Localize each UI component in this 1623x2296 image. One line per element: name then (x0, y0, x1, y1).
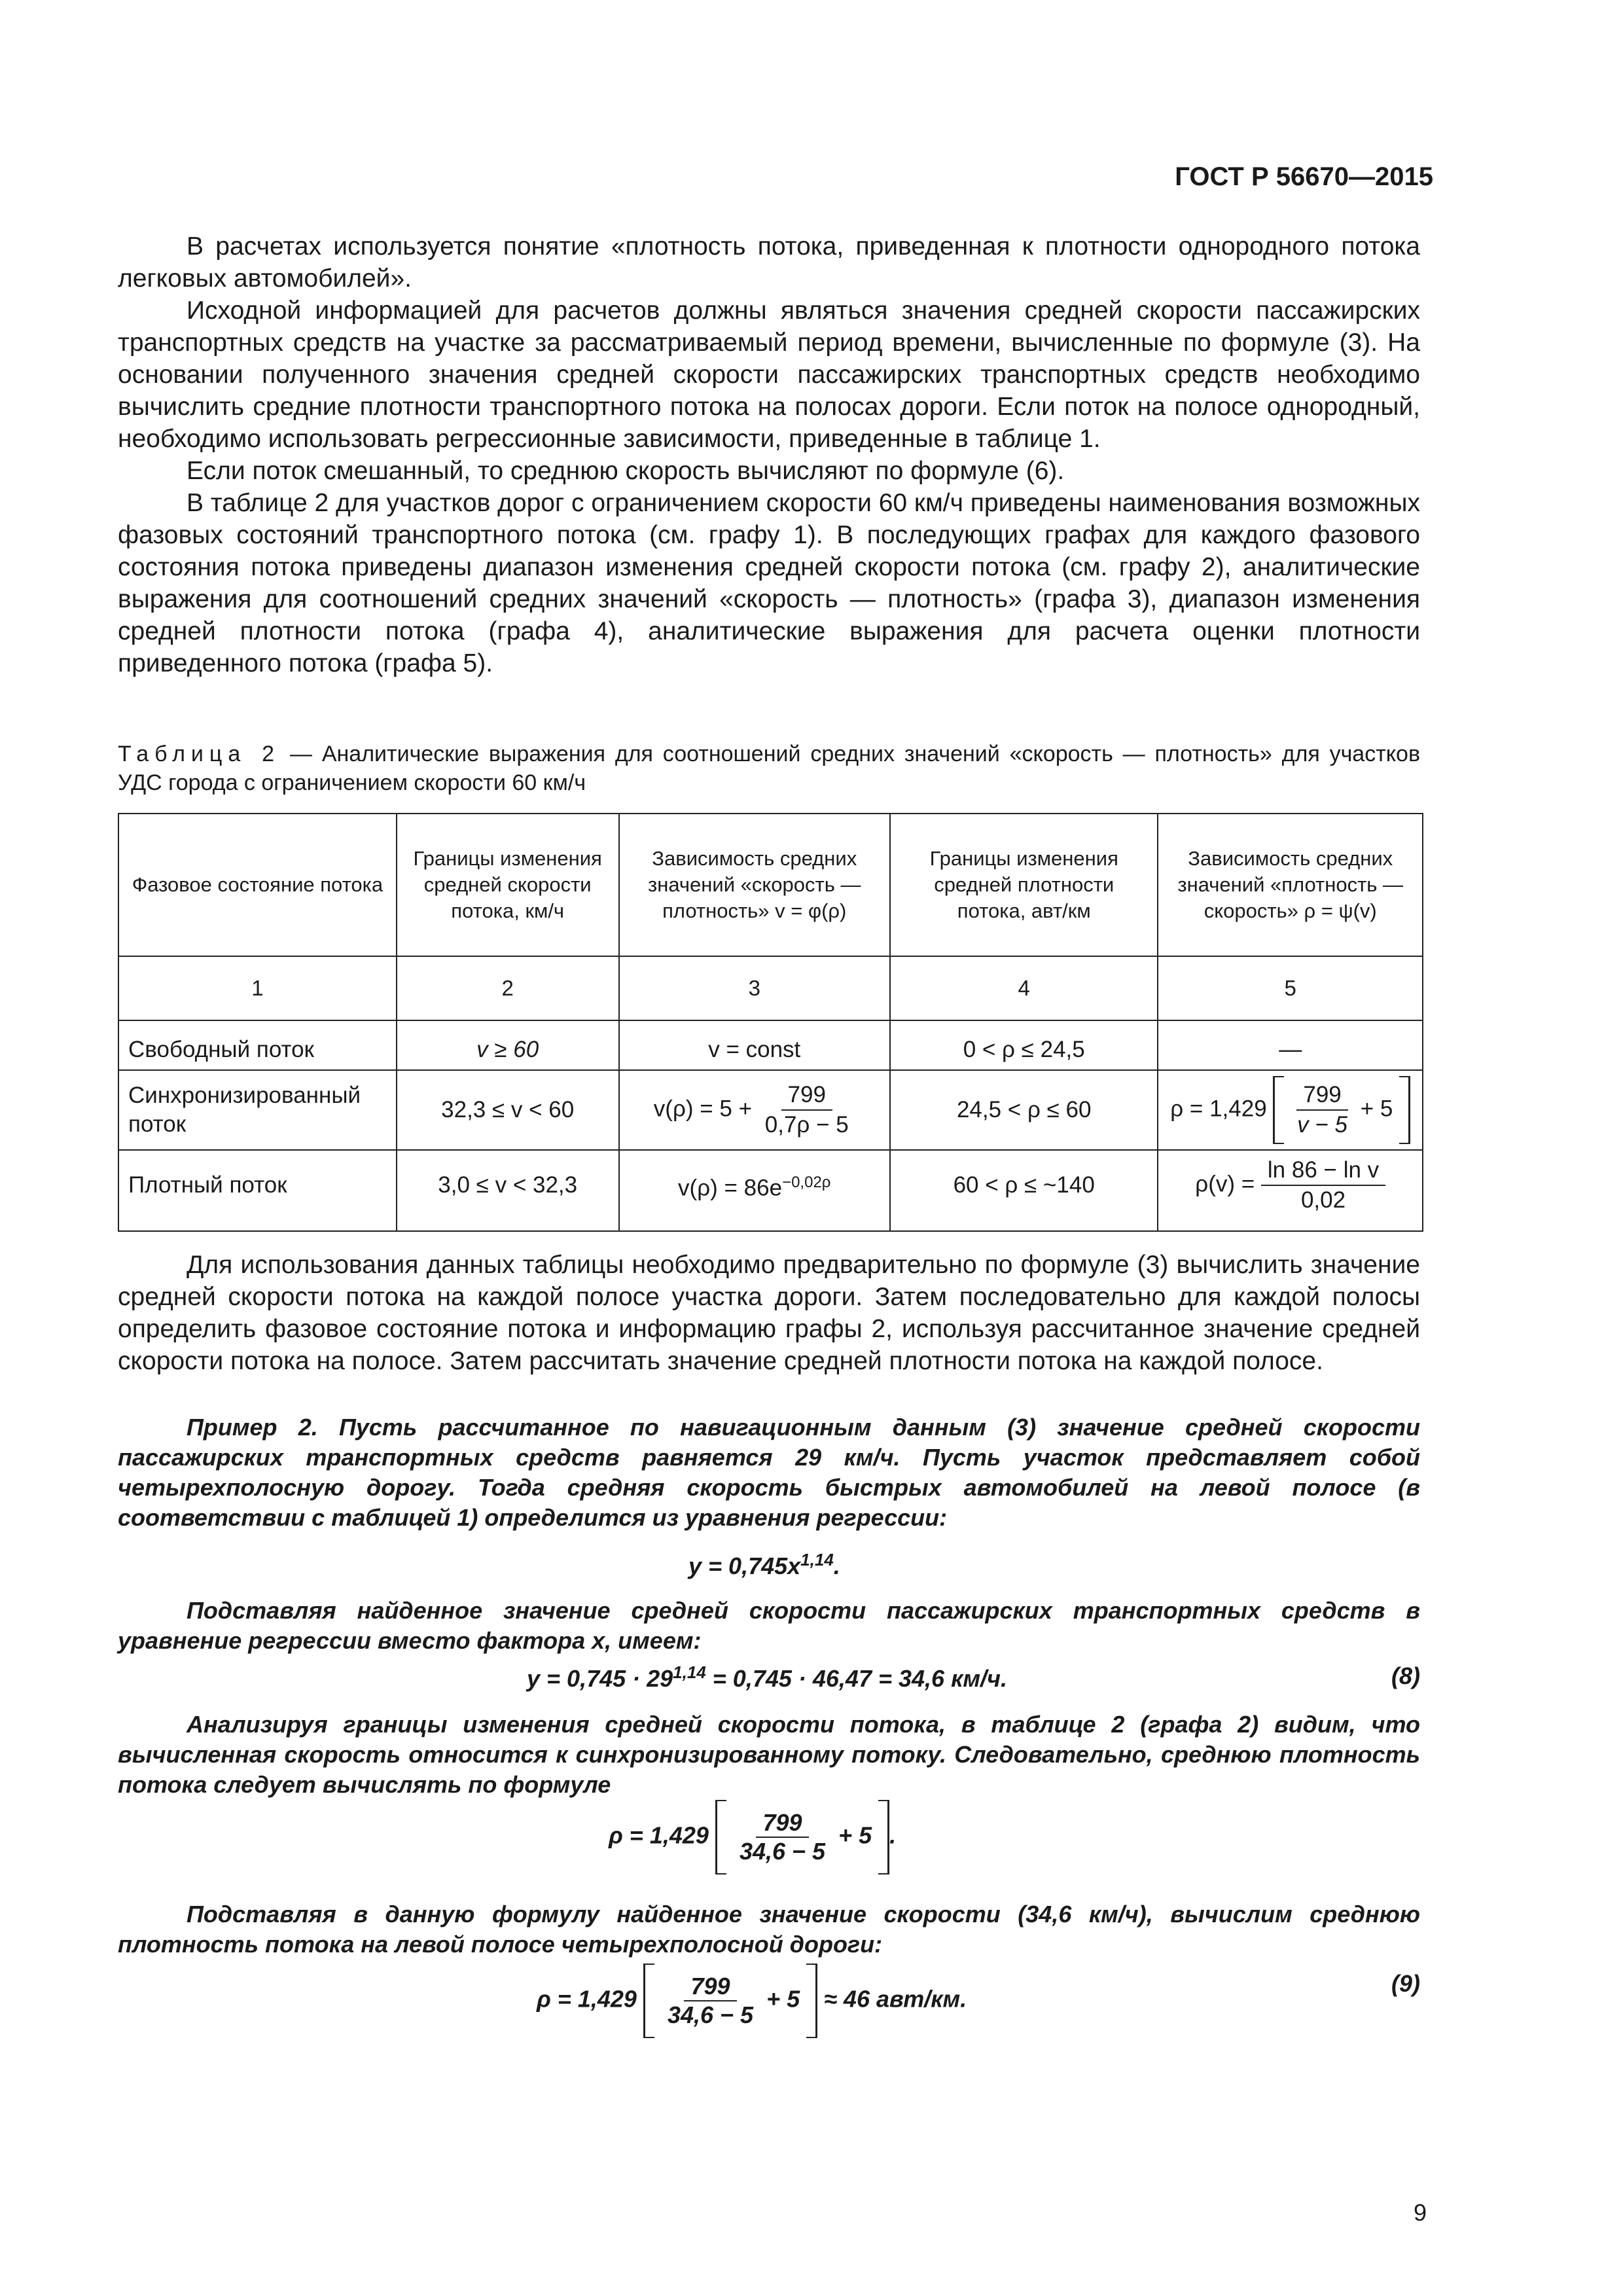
fraction-denominator: 34,6 − 5 (739, 1838, 826, 1865)
example-paragraph (118, 1710, 1420, 1800)
paragraph: В таблице 2 для участков дорог с ограничением скорости 60 км/ч приведены наименования возможных фазовых состояний транспортного потока (см. графу 1). В последующих графах для каждого фазового состояния потока приведены диапазон изменения средней скорости потока (см. графу 2), аналитические выражения для соотношений средних значений «скорость — плотность» (графа 3), диапазон изменения средней плотности потока (графа 4), аналитические выражения для расчета оценки плотности приведенного потока (графа 5). (118, 489, 1420, 677)
document-header: ГОСТ Р 56670—2015 (1175, 162, 1433, 191)
cell-state: Синхронизированный поток (118, 1070, 397, 1150)
equation-end: . (889, 1821, 897, 1849)
cell-rhopsi (1158, 1150, 1423, 1231)
table-header-cell: Границы изменения средней скорости потока, км/ч (397, 814, 619, 956)
right-bracket (806, 1964, 817, 2038)
example-paragraph (118, 1596, 1420, 1656)
paragraph: Подставляя найденное значение средней скорости пассажирских транспортных средств в уравнение регрессии вместо фактора x, имеем: (118, 1597, 1420, 1654)
formula-lhs: v(ρ) = 5 + (653, 1096, 753, 1122)
table-row (118, 1070, 1423, 1150)
equation-lhs: ρ = 1,429 (609, 1821, 709, 1849)
example-paragraph (118, 1412, 1420, 1533)
fraction-denominator: 0,7ρ − 5 (764, 1112, 849, 1138)
equation-end: ≈ 46 авт/км. (824, 1985, 967, 2013)
intro-text (118, 230, 1420, 679)
column-number: 5 (1158, 956, 1423, 1020)
fraction (733, 1809, 832, 1865)
equation-density-formula (609, 1800, 896, 1874)
cell-density: 60 < ρ ≤ ~140 (890, 1150, 1158, 1231)
cell-speed: 3,0 ≤ v < 32,3 (397, 1150, 619, 1231)
left-bracket (715, 1800, 726, 1874)
cell-state: Плотный поток (118, 1150, 397, 1231)
formula-lhs: ρ = 1,429 (1170, 1096, 1267, 1122)
cell-rhopsi: — (1158, 1020, 1423, 1070)
formula-lhs: ρ(v) = (1195, 1171, 1255, 1197)
fraction-denominator: 34,6 − 5 (667, 2001, 754, 2028)
paragraph: Подставляя в данную формулу найденное значение скорости (34,6 км/ч), вычислим среднюю плотность потока на левой полосе четырехполосной дороги: (118, 1901, 1420, 1958)
fraction (661, 1973, 760, 2029)
table-header-cell: Зависимость средних значений «скорость — плотность» v = φ(ρ) (619, 814, 891, 956)
formula-base: v(ρ) = 86e (678, 1175, 783, 1201)
column-number: 1 (118, 956, 397, 1020)
right-bracket (878, 1800, 889, 1874)
right-bracket (1399, 1076, 1410, 1144)
formula-plus: + 5 (1360, 1096, 1393, 1122)
fraction (1291, 1081, 1354, 1139)
table-caption-text: — Аналитические выражения для соотношений средних значений «скорость — плотность» для участков УДС города с ограничением скорости 60 км/ч (118, 742, 1421, 795)
table-row (118, 1020, 1423, 1070)
column-number: 3 (619, 956, 891, 1020)
equation-exponent: 1,14 (673, 1662, 706, 1682)
cell-vphi: v = const (619, 1020, 891, 1070)
cell-density: 24,5 < ρ ≤ 60 (890, 1070, 1158, 1150)
fraction-denominator: 0,02 (1300, 1187, 1346, 1213)
equation-9 (537, 1964, 967, 2038)
table-row (118, 1150, 1423, 1231)
formula-exponent: −0,02ρ (782, 1173, 831, 1191)
equation-regression (688, 1550, 840, 1580)
table-header-cell: Фазовое состояние потока (118, 814, 397, 956)
equation-end: . (833, 1552, 840, 1579)
cell-state: Свободный поток (118, 1020, 397, 1070)
column-number: 4 (890, 956, 1158, 1020)
equation-plus: + 5 (838, 1821, 872, 1849)
fraction-numerator: 799 (756, 1809, 808, 1838)
cell-vphi (619, 1070, 891, 1150)
cell-speed: 32,3 ≤ v < 60 (397, 1070, 619, 1150)
fraction-numerator: 799 (684, 1973, 736, 2001)
page-number: 9 (1413, 2199, 1427, 2226)
fraction (1261, 1156, 1385, 1215)
equation-base: y = 0,745x (688, 1552, 801, 1579)
cell-rhopsi (1158, 1070, 1423, 1150)
paragraph: Пример 2. Пусть рассчитанное по навигационным данным (3) значение средней скорости пассажирских транспортных средств равняется 29 км/ч. Пусть участок представляет собой четырехполосную дорогу. Тогда средняя скорость быстрых автомобилей на левой полосе (в соответствии с таблицей 1) определится из уравнения регрессии: (118, 1414, 1420, 1531)
paragraph: В расчетах используется понятие «плотность потока, приведенная к плотности однородного потока легковых автомобилей». (118, 232, 1420, 293)
paragraph: Анализируя границы изменения средней скорости потока, в таблице 2 (графа 2) видим, что вычисленная скорость относится к синхронизированному потоку. Следовательно, среднюю плотность потока следует вычислять по формуле (118, 1711, 1420, 1798)
equation-exponent: 1,14 (800, 1550, 834, 1570)
table-header-row (118, 814, 1423, 956)
equation-8 (527, 1662, 1007, 1693)
equation-part: = 0,745 · 46,47 = 34,6 км/ч. (705, 1665, 1007, 1692)
fraction (758, 1081, 855, 1139)
equation-part: y = 0,745 · 29 (527, 1665, 673, 1692)
table-header-cell: Зависимость средних значений «плотность — скорость» ρ = ψ(v) (1158, 814, 1423, 956)
data-table (118, 813, 1423, 1232)
column-number: 2 (397, 956, 619, 1020)
table-column-numbers (118, 956, 1423, 1020)
after-table-text (118, 1249, 1420, 1377)
fraction-denominator: v − 5 (1297, 1112, 1348, 1138)
equation-lhs: ρ = 1,429 (537, 1985, 637, 2013)
table-caption (118, 740, 1420, 797)
equation-number: (8) (1391, 1662, 1420, 1689)
left-bracket (1273, 1076, 1284, 1144)
fraction-numerator: 799 (781, 1081, 832, 1111)
paragraph: Если поток смешанный, то среднюю скорость вычисляют по формуле (6). (187, 457, 1065, 485)
cell-vphi (619, 1150, 891, 1231)
table-header-cell: Границы изменения средней плотности потока, авт/км (890, 814, 1158, 956)
fraction-numerator: ln 86 − ln v (1261, 1156, 1385, 1186)
equation-number: (9) (1391, 1970, 1420, 1997)
equation-plus: + 5 (766, 1985, 800, 2013)
paragraph: Для использования данных таблицы необходимо предварительно по формуле (3) вычислить значение средней скорости потока на каждой полосе участка дороги. Затем последовательно для каждой полосы определить фазовое состояние потока и информацию графы 2, используя рассчитанное значение средней скорости потока на полосе. Затем рассчитать значение средней плотности потока на каждой полосе. (118, 1251, 1420, 1375)
fraction-numerator: 799 (1296, 1081, 1347, 1111)
table-caption-label: Таблица 2 (118, 742, 281, 766)
paragraph: Исходной информацией для расчетов должны являться значения средней скорости пассажирских транспортных средств на участке за рассматриваемый период времени, вычисленные по формуле (3). На основании полученного значения средней скорости пассажирских транспортных средств необходимо вычислить средние плотности транспортного потока на полосах дороги. Если поток на полосе однородный, необходимо использовать регрессионные зависимости, приведенные в таблице 1. (118, 296, 1420, 453)
example-paragraph (118, 1899, 1420, 1960)
cell-density: 0 < ρ ≤ 24,5 (890, 1020, 1158, 1070)
left-bracket (643, 1964, 654, 2038)
cell-speed: v ≥ 60 (397, 1020, 619, 1070)
